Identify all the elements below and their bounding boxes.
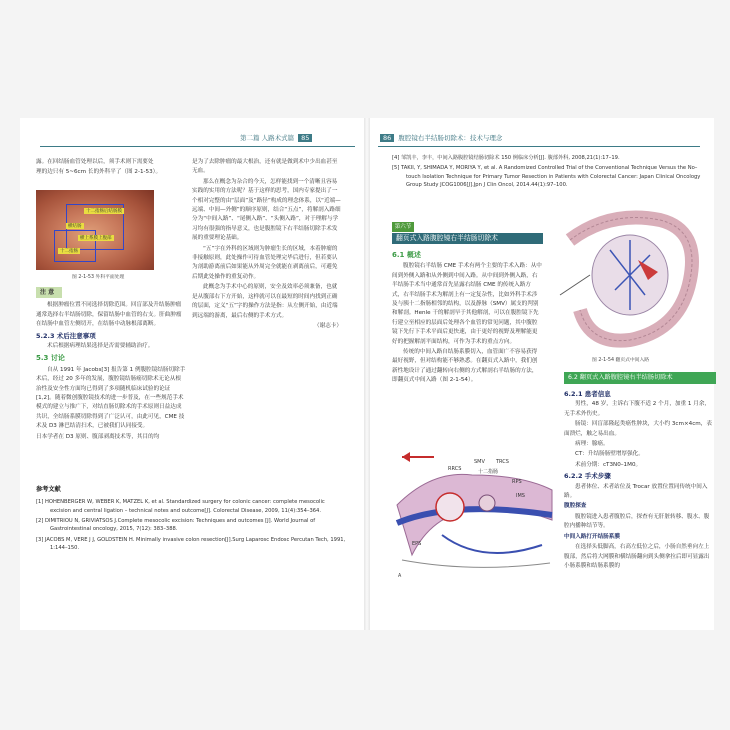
step-line: 患者体位、术者站位及 Trocar 放置位置同传统中间入路。 [564, 483, 708, 500]
patient-line: 病理：腺癌。 [575, 441, 609, 448]
label-ims: IMS [516, 493, 525, 499]
right-header-rule [378, 146, 700, 147]
author-signature: （谢志卡） [314, 322, 342, 329]
reference-item: [5] TAKII, Y, SHIMADA Y, MORIYA Y, et al. A Randomized Controlled Trial of the Conventional Technique Versus the No–touch Isolation Technique for Primary Tumor Resection in Patients with Colorectal Cancer: Japan Clinical Oncology Group Study JCOG1006[J].Jpn J Clin Oncol, 2014.44(1):97–100. [392, 165, 701, 188]
figure-54-colon-diagram [550, 200, 710, 350]
overview-paragraph: 腹腔镜右半结肠 CME 手术有两个主要的手术入路：从中间到外侧入路和从外侧到中间入路。从中间到外侧入路，右半结肠手术当中通常首先显露右结肠 CME 的传统入路方式，右半结肠手术为解剖上有一定复杂性，比如外科手术涉及与胰十二指肠相邻的结构，以及静脉（SMV）属支的判别和解剖。Henle 干的解剖早于其他解剖，可以在腹腔镜下先行建立至相应的层面后处理各个血管的常见问题，其中腹腔镜下先行下手术平面后更快速，由于更好的视野及理解能更好的把握解剖平面结构，可作为手术的重点方向。 [392, 263, 542, 345]
red-arrow-head [402, 452, 410, 462]
section-6-1-heading: 6.1 概述 [392, 251, 421, 259]
middle-paragraph: 是为了去除肿瘤的最大根治，还有就是做到术中少出血甚至无血。 [192, 159, 338, 175]
right-page-number: 86 [380, 134, 394, 142]
retroperitoneum-line [402, 560, 550, 567]
book-gutter [364, 118, 370, 630]
step-line: 腹腔镜进入患者腹腔后，探查有无肝脏转移、腹水、腹腔内播种结节等。 [564, 513, 710, 530]
label-smv: SMV [474, 459, 485, 465]
note-text: 根据肿瘤位置不同选择切除范围。回盲部及升结肠肿瘤通常选择右半结肠切除，保留结肠中血管的右支。肝曲肿瘤在结肠中血管左侧切开，在结肠中动脉根部离断。 [36, 302, 182, 328]
reference-item: [1] HOHENBERGER W, WEBER K, MATZEL K, et al. Standardized surgery for colonic cancer: complete mesocolic excision and central ligation – technical notes and outcome[J]. Colorectal Disease, 2009, 11(4):354–364. [36, 499, 325, 514]
intro-line: 理的边只有 5~6cm 长的外科平了（图 2-1-53）。 [36, 169, 162, 176]
patient-line: CT：升结肠肠壁增厚强化。 [575, 451, 644, 458]
patient-line: 男性，48 岁，主诉右下腹不适 2 个月，加重 1 月余，无手术外伤史。 [564, 401, 711, 417]
patient-line: 术前分期：cT3N0–1M0。 [575, 461, 642, 468]
discussion-paragraph: 日本学者在 D3 原则、腹部剥离技术等，其目的均 [36, 433, 160, 440]
patient-line: 肠镜：回盲部隆起类癌性肿块，大小约 3cm×4cm，表面溃烂，触之易出血。 [564, 421, 712, 437]
section-5-2-3-text: 术后根据病理结果选择是否需要辅助治疗。 [47, 343, 154, 350]
label-eps: EPS [412, 541, 422, 547]
label-duodenum: 十二指肠 [478, 469, 499, 475]
instrument-line [560, 275, 590, 295]
middle-paragraph: 那么在概念为杂合的今天，怎样能找到一个清晰且容易实践的实用的方法呢？基于这样的思考，国内专家提出了一个相对完整的由“层面”及“路径”构成的理念体系，以“近端—远端、中间—外侧”的顺序原则，结合“五点”，将解剖入路细分为“中间入路”、“尾侧入路”、“头侧入路”，对于理解与学习均有很强的指导意义，也是腹腔镜下右半结肠切除手术发展的重要理论基础。 [192, 178, 341, 242]
chapter-title: 翻页式入路腹腔镜右半结肠切除术 [392, 233, 543, 244]
smv-circle [479, 495, 495, 511]
note-label: 注 意 [36, 287, 62, 298]
reference-item: [2] DIMITRIOU N, GRIVIATSOS J.Complete mesocolic excision: Techniques and outcomes [J]. World Journal of Gastrointestinal oncology, 2015, 7(12): 383–388. [36, 518, 316, 533]
left-page-number: 85 [298, 134, 312, 142]
figure-55-cross-section [392, 445, 557, 575]
references-continued [392, 154, 702, 191]
middle-paragraph: 此概念为手术中心的原则，安全及效率必须兼备，也就是从腹部右下方开始，这样就可以在最短的时间内找到正确的层面，定义“五”字的操作方法是指：从左侧开始，由近端到远端的游离，最后右侧的手术方式。 [192, 284, 338, 319]
label-trcs: TRCS [496, 459, 509, 465]
section-5-3-heading: 5.3 讨论 [36, 354, 65, 363]
procedure-column [564, 388, 712, 572]
intro-line: 露。在回结肠血管处理以后，须手术则下需要处 [36, 159, 154, 165]
step-subheading: 中间入路打开结肠系膜 [564, 533, 620, 540]
section-6-2-banner: 6.2 翻页式入路腹腔镜右半结肠切除术 [564, 372, 716, 384]
figure-53-caption: 图 2-1-53 外科平面处理 [72, 275, 125, 280]
middle-paragraph: “五”字在外科的区域则为肿瘤生长的区域，本着肿瘤的非接触原则，此处操作可待血管处理完毕后进行，但若要认为剖助游离前后如果能从外周完全就能在剥离前后，可避免后期此处操作的重复动作。 [192, 245, 338, 280]
surgical-photo [36, 190, 154, 270]
chapter-badge: 第六节 [392, 222, 414, 232]
section-6-2-2-heading: 6.2.2 手术步骤 [564, 472, 611, 481]
photo-label: 横结肠 [68, 224, 82, 229]
left-column [36, 158, 186, 179]
right-header-title: 腹腔镜右半结肠切除术：技术与理念 [398, 134, 503, 142]
overview-paragraph: 传统的中间入路自结肠系膜切入，血管面广不容易获得最好视野，但对结构能不够熟悉。在翻页式入路中，我们创新性地设计了通过翻转向右侧的方式解剖右半结肠的方法，即翻页式中间入路（图 2-1-54）。 [392, 349, 538, 384]
left-header-title: 人路术式篇 [261, 134, 295, 142]
figure-54-caption: 图 2-1-54 翻页式中间入路 [592, 358, 650, 363]
middle-column [192, 158, 342, 332]
photo-label: 十二指肠 [60, 249, 78, 254]
section-5-2-3-heading: 5.2.3 术后注意事项 [36, 331, 96, 340]
references [36, 485, 346, 554]
discussion-paragraph: 自从 1991 年 Jacobs[3] 报告第 1 例腹腔镜结肠切除手术后，经过 20 多年的发展，腹腔镜结肠癌切除术无论从根治性及安全性方面均已得到了多项随机临床试验的论证[1,2]。随着微创腹腔镜技术的进一步普及，在一些规范手术模式的建立与推广下，对结直肠切除术的手术原则日益达成共识，全结肠系膜切除得到了广泛认可，由此可见，CME 技术及 D3 淋巴结清扫术，已被我们认同接受。 [36, 366, 186, 430]
right-running-header [378, 133, 502, 142]
left-header-part: 第二篇 [240, 134, 260, 142]
left-header-rule [40, 146, 355, 147]
left-column-lower [36, 283, 186, 443]
photo-label: 横上系膜上腹部 [80, 236, 112, 241]
references-heading: 参考文献 [36, 486, 61, 493]
step-line: 在选择头低脚高，右高左低位之后，小肠自然垂向左上腹部，然后将大网膜和横结肠翻向到头侧拿拉后即可显露出小肠系膜和结肠系膜的 [564, 544, 710, 569]
step-subheading: 腹腔探查 [564, 503, 587, 510]
reference-item: [3] JACOBS M, VERE J J, GOLDSTEIN H. Minimally invasive colon resection[J].Surg Laparosc Endosc Percutan Tech, 1991, 1:144–150. [36, 536, 346, 551]
section-6-2-1-heading: 6.2.1 患者信息 [564, 390, 611, 398]
right-text-column [392, 248, 542, 387]
duodenum-circle [436, 493, 464, 521]
label-rrcs: RRCS [448, 466, 462, 472]
reference-item: [4] 邹凯丰，李丰，中间入路腹腔镜结肠切除术 150 例临床分析[J]. 腹部外科, 2008,21(1):17–19. [392, 155, 620, 161]
figure-label-a: A [398, 574, 402, 579]
deep-plane-line [442, 535, 542, 553]
label-rps: RPS [512, 479, 522, 485]
left-running-header [240, 133, 314, 142]
photo-label: 十二指肠后结肠膜 [86, 209, 122, 214]
